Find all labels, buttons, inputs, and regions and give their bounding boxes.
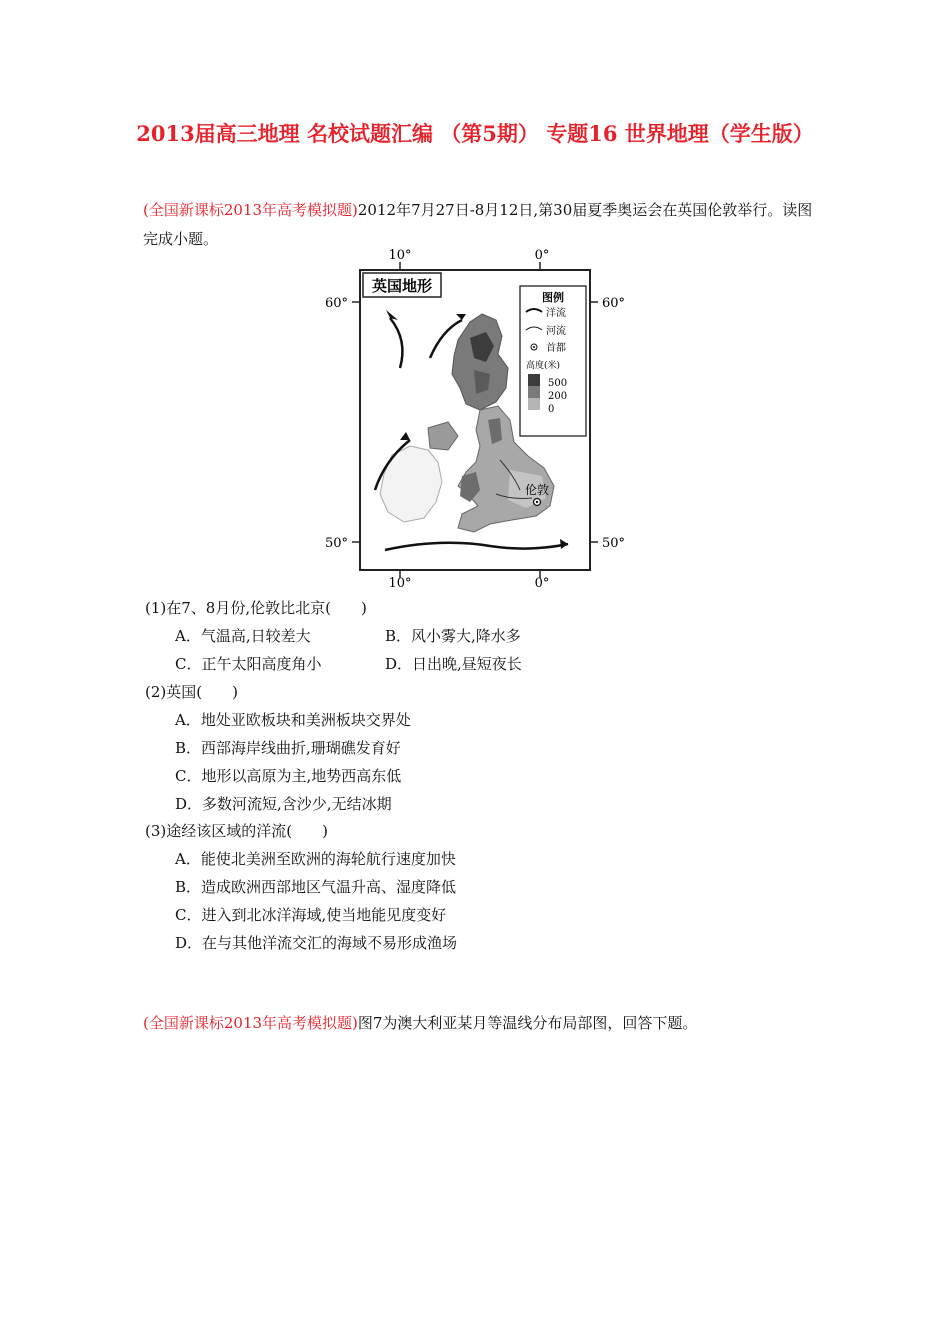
lat-label-right-50: 50° xyxy=(602,536,626,551)
page-title: 2013届高三地理 名校试题汇编 （第5期） 专题16 世界地理（学生版） xyxy=(136,121,814,146)
lat-label-left-60: 60° xyxy=(324,296,348,311)
question-3-option-c: C．进入到北冰洋海域,使当地能见度变好 xyxy=(175,906,447,924)
map-title: 英国地形 xyxy=(371,277,433,295)
legend-height-0: 0 xyxy=(548,404,555,415)
section2-source: (全国新课标2013年高考模拟题) xyxy=(143,1014,358,1032)
question-3-option-a: A．能使北美洲至欧洲的海轮航行速度加快 xyxy=(175,850,456,868)
section2-text: 图7为澳大利亚某月等温线分布局部图，回答下题。 xyxy=(357,1014,698,1032)
legend-item-current: 洋流 xyxy=(546,308,566,319)
section1-intro xyxy=(143,196,813,254)
question-1-option-d: D．日出晚,昼短夜长 xyxy=(385,655,522,673)
question-3-stem: (3)途经该区域的洋流( ) xyxy=(145,822,328,840)
section2-intro xyxy=(143,1009,813,1038)
section1-source: (全国新课标2013年高考模拟题) xyxy=(143,201,358,219)
uk-terrain-map xyxy=(324,248,626,591)
section1-text: 2012年7月27日-8月12日,第30届夏季奥运会在英国伦敦举行。读图完成小题。 xyxy=(143,201,813,248)
question-2-option-a: A．地处亚欧板块和美洲板块交界处 xyxy=(175,711,411,729)
lon-label-bottom-0: 0° xyxy=(534,576,550,591)
legend-height-200: 200 xyxy=(548,391,568,402)
lat-label-right-60: 60° xyxy=(602,296,626,311)
question-2-stem: (2)英国( ) xyxy=(145,683,238,701)
capital-label: 伦敦 xyxy=(524,483,550,497)
question-1-option-c: C．正午太阳高度角小 xyxy=(175,655,322,673)
question-1-option-b: B．风小雾大,降水多 xyxy=(385,627,521,645)
lon-label-top-10: 10° xyxy=(388,248,412,263)
lat-label-left-50: 50° xyxy=(324,536,348,551)
question-2-option-b: B．西部海岸线曲折,珊瑚礁发育好 xyxy=(175,739,401,757)
question-3-option-b: B．造成欧洲西部地区气温升高、湿度降低 xyxy=(175,878,457,896)
question-3-option-d: D．在与其他洋流交汇的海域不易形成渔场 xyxy=(175,934,458,952)
question-2-option-c: C．地形以高原为主,地势西高东低 xyxy=(175,767,402,785)
legend-title: 图例 xyxy=(542,291,564,304)
lon-label-top-0: 0° xyxy=(534,248,550,263)
legend-height-500: 500 xyxy=(548,378,568,389)
legend-height-label: 高度(米) xyxy=(526,361,561,371)
question-1-option-a: A．气温高,日较差大 xyxy=(175,627,311,645)
question-2-option-d: D．多数河流短,含沙少,无结冰期 xyxy=(175,795,392,813)
question-1-stem: (1)在7、8月份,伦敦比北京( ) xyxy=(145,599,367,617)
legend-item-river: 河流 xyxy=(546,326,566,337)
legend-item-capital: 首都 xyxy=(546,343,566,354)
lon-label-bottom-10: 10° xyxy=(388,576,412,591)
